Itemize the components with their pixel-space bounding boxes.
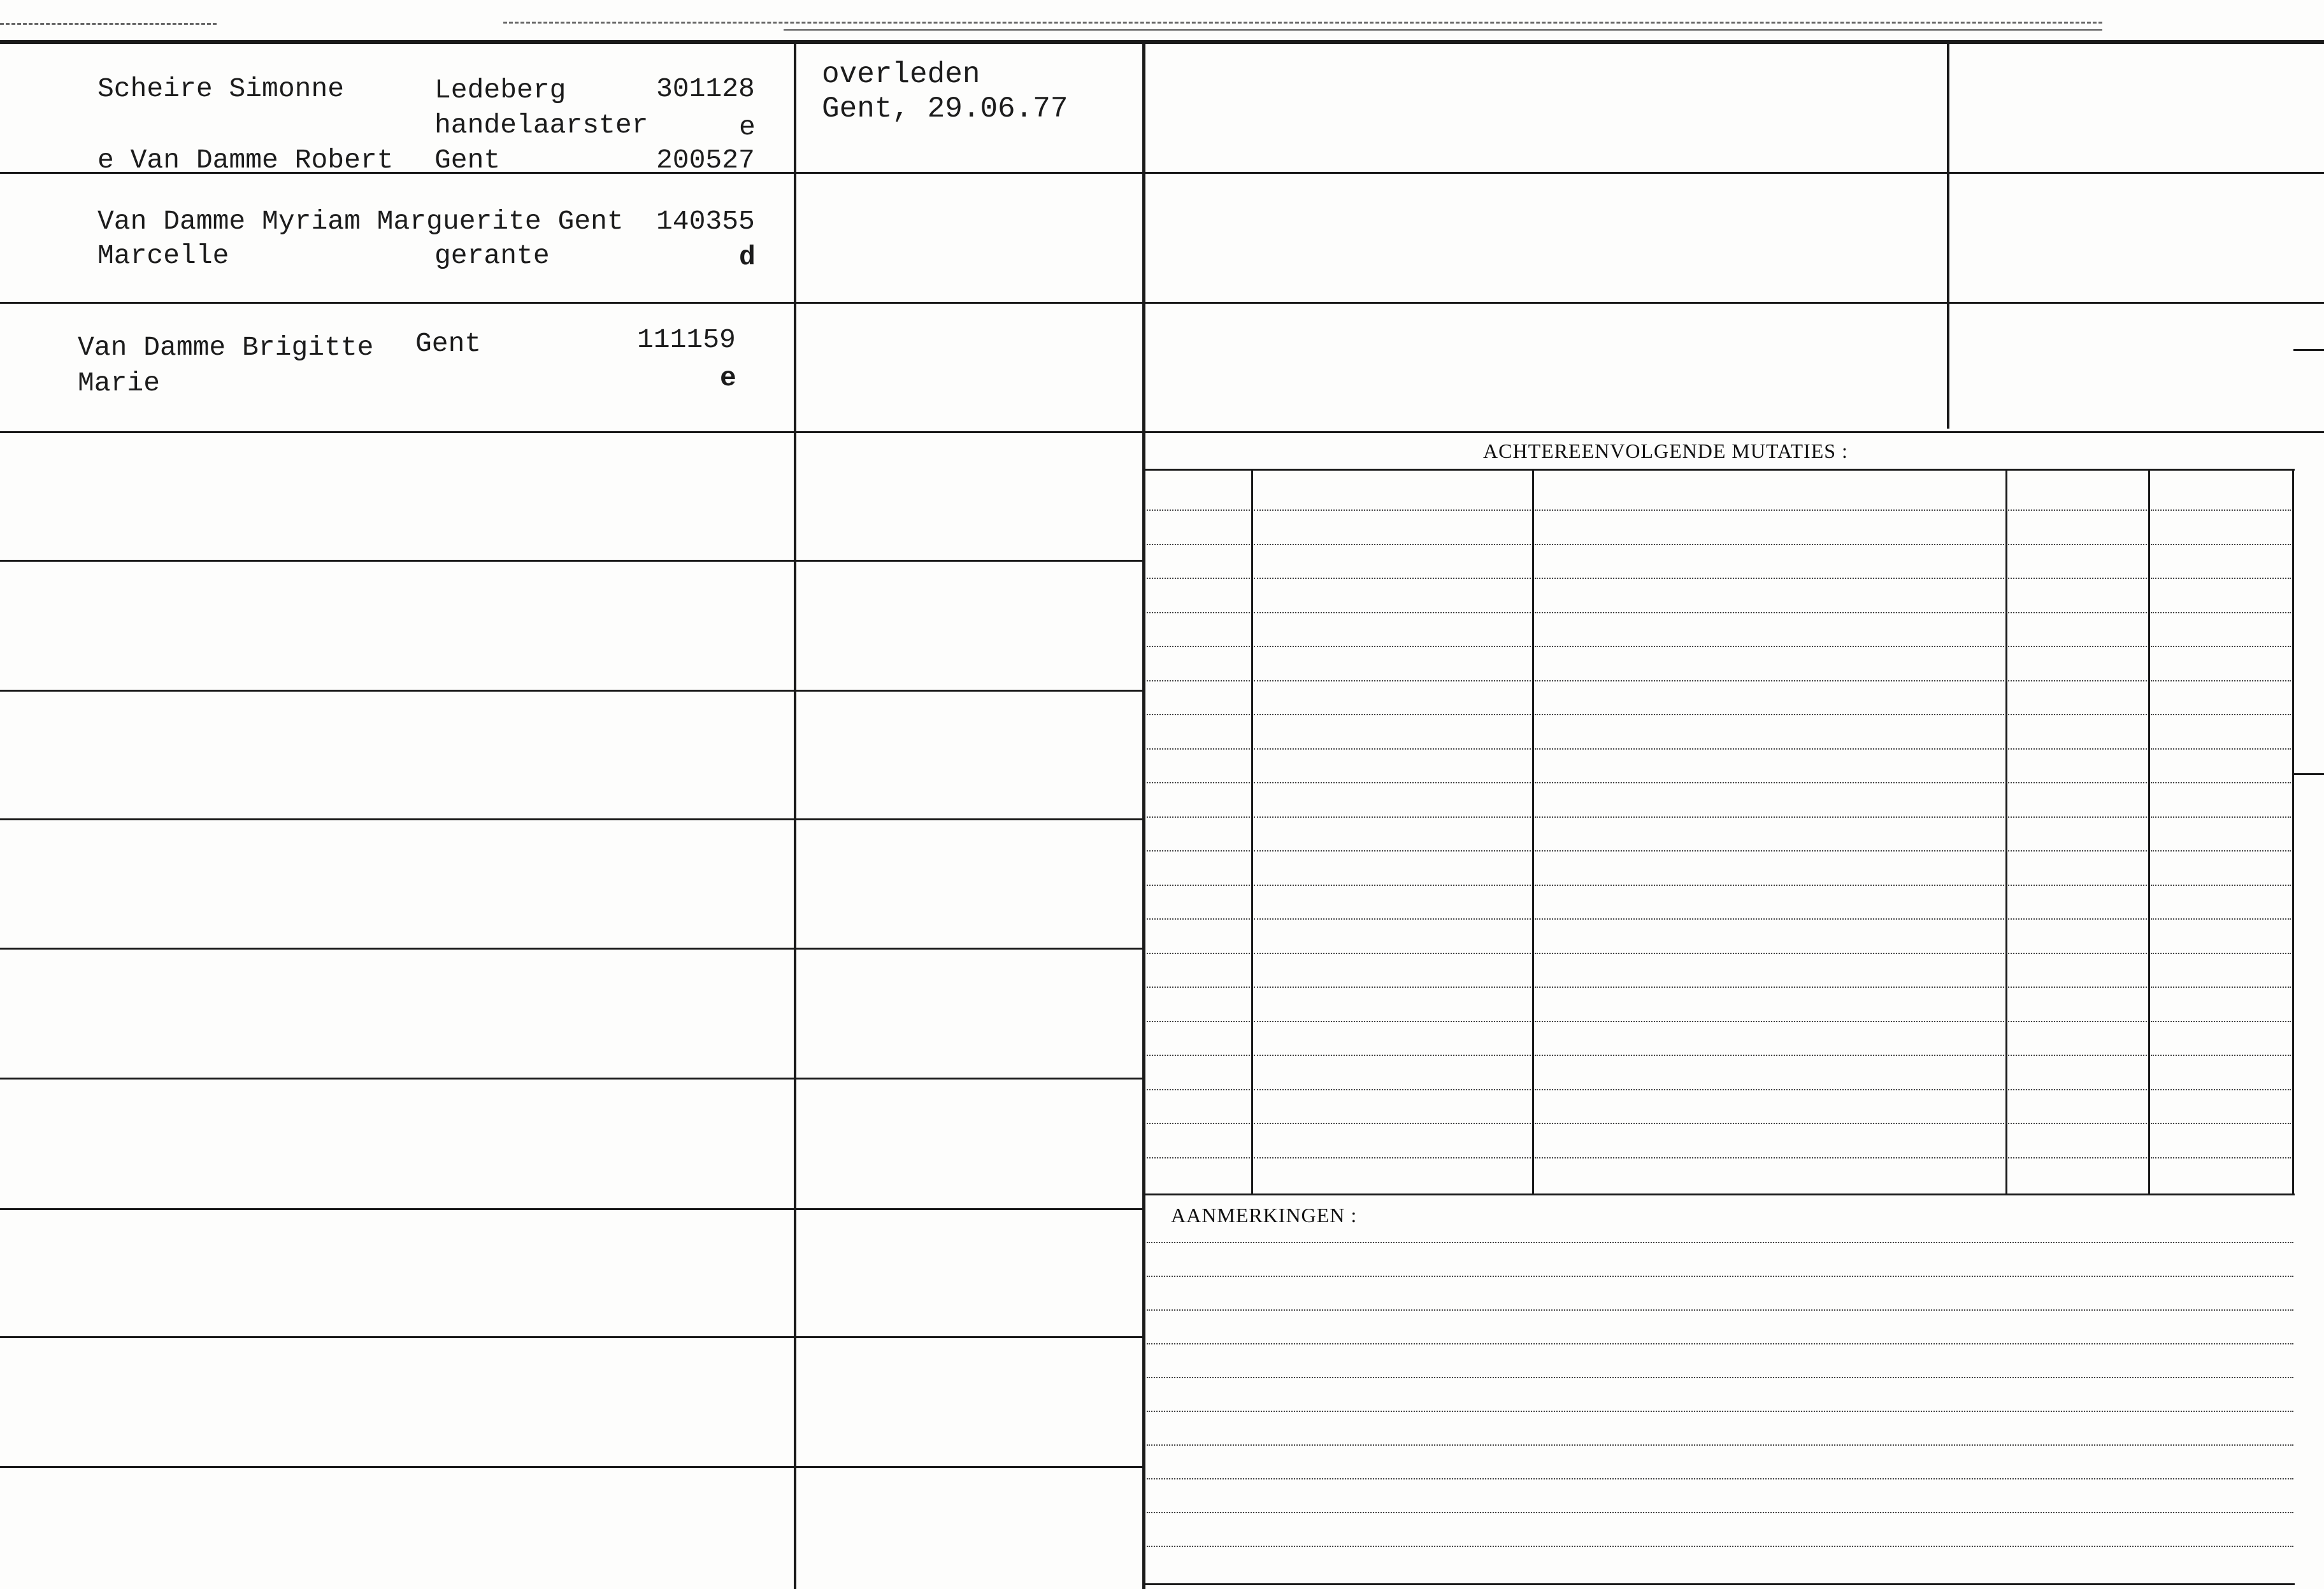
column-divider xyxy=(1142,40,1145,1589)
edge-tick xyxy=(2293,349,2324,351)
mutations-ruled-line xyxy=(2151,782,2291,783)
remarks-bottom-rule xyxy=(1144,1583,2295,1585)
row-rule xyxy=(0,948,1144,950)
mutations-ruled-line xyxy=(1254,509,1531,511)
mutations-ruled-line xyxy=(1535,987,2004,988)
mutations-ruled-line xyxy=(2151,1055,2291,1056)
mutations-ruled-line xyxy=(1147,578,1250,579)
mutations-ruled-line xyxy=(1535,509,2004,511)
remarks-ruled-line xyxy=(1147,1444,2293,1446)
mutations-ruled-line xyxy=(1147,918,1250,920)
mutations-ruled-line xyxy=(2151,816,2291,818)
mutations-ruled-line xyxy=(2008,1021,2147,1022)
mutations-ruled-line xyxy=(1147,1055,1250,1056)
row-rule xyxy=(1144,302,2324,304)
mutations-ruled-line xyxy=(1254,1055,1531,1056)
mutations-ruled-line xyxy=(1254,748,1531,750)
remarks-ruled-line xyxy=(1147,1309,2293,1311)
entry-code-suffix: e xyxy=(720,362,736,394)
mutations-ruled-line xyxy=(2151,612,2291,613)
row-rule xyxy=(0,560,1144,562)
entry-remark: Gent, 29.06.77 xyxy=(822,92,1068,125)
mutations-ruled-line xyxy=(2151,1021,2291,1022)
entry-occupation: handelaarster xyxy=(434,110,649,141)
mutations-ruled-line xyxy=(1254,1157,1531,1158)
mutations-ruled-line xyxy=(1535,748,2004,750)
entry-name: Van Damme Brigitte xyxy=(78,332,374,363)
mutations-column-rule xyxy=(1251,470,1253,1195)
mutations-ruled-line xyxy=(1535,1089,2004,1090)
mutations-ruled-line xyxy=(1254,714,1531,715)
remarks-ruled-line xyxy=(1147,1512,2293,1513)
entry-birth-code: 111159 xyxy=(637,324,736,355)
entry-remark: overleden xyxy=(822,58,980,91)
mutations-ruled-line xyxy=(1254,1021,1531,1022)
mutations-ruled-line xyxy=(1535,918,2004,920)
mutations-ruled-line xyxy=(2151,578,2291,579)
mutations-ruled-line xyxy=(2008,816,2147,818)
row-rule xyxy=(0,1466,1144,1468)
entry-spouse: e Van Damme Robert xyxy=(97,145,394,176)
mutations-ruled-line xyxy=(1147,646,1250,647)
mutations-ruled-line xyxy=(2151,646,2291,647)
mutations-ruled-line xyxy=(1254,612,1531,613)
row-rule xyxy=(1144,431,2324,433)
mutations-ruled-line xyxy=(2151,748,2291,750)
top-edge-marks xyxy=(0,23,217,25)
mutations-ruled-line xyxy=(2008,1123,2147,1124)
mutations-ruled-line xyxy=(1147,1021,1250,1022)
mutations-ruled-line xyxy=(1535,885,2004,886)
entry-place: Ledeberg xyxy=(434,75,566,106)
mutations-ruled-line xyxy=(2151,509,2291,511)
mutations-ruled-line xyxy=(1254,578,1531,579)
mutations-ruled-line xyxy=(1147,1089,1250,1090)
mutations-heading: ACHTEREENVOLGENDE MUTATIES : xyxy=(1483,439,1848,462)
mutations-ruled-line xyxy=(2151,885,2291,886)
mutations-ruled-line xyxy=(2008,987,2147,988)
mutations-top-rule xyxy=(1144,469,2295,471)
mutations-ruled-line xyxy=(2008,544,2147,545)
mutations-ruled-line xyxy=(1147,850,1250,852)
row-rule xyxy=(0,1208,1144,1210)
mutations-ruled-line xyxy=(2008,578,2147,579)
mutations-ruled-line xyxy=(2008,1089,2147,1090)
mutations-ruled-line xyxy=(1147,612,1250,613)
mutations-ruled-line xyxy=(2151,987,2291,988)
entry-name: Marie xyxy=(78,367,161,399)
top-thin-rule xyxy=(784,29,2102,31)
mutations-bottom-rule xyxy=(1144,1194,2295,1195)
entry-name: Scheire Simonne xyxy=(97,73,345,104)
mutations-ruled-line xyxy=(1254,544,1531,545)
mutations-ruled-line xyxy=(1535,646,2004,647)
mutations-ruled-line xyxy=(1535,680,2004,681)
mutations-ruled-line xyxy=(1254,953,1531,954)
row-rule xyxy=(1144,172,2324,174)
mutations-ruled-line xyxy=(2008,509,2147,511)
row-rule xyxy=(0,1078,1144,1080)
column-divider xyxy=(1947,40,1949,429)
mutations-ruled-line xyxy=(2008,1157,2147,1158)
mutations-ruled-line xyxy=(1535,1021,2004,1022)
top-rule xyxy=(0,40,2324,44)
mutations-ruled-line xyxy=(1254,1089,1531,1090)
mutations-ruled-line xyxy=(1254,646,1531,647)
mutations-ruled-line xyxy=(1147,748,1250,750)
entry-birth-code: 301128 xyxy=(656,73,755,104)
mutations-ruled-line xyxy=(1254,987,1531,988)
row-rule xyxy=(0,818,1144,820)
mutations-ruled-line xyxy=(1254,816,1531,818)
mutations-column-rule xyxy=(2148,470,2150,1195)
mutations-ruled-line xyxy=(1535,850,2004,852)
mutations-ruled-line xyxy=(1147,680,1250,681)
entry-name: Marcelle xyxy=(97,240,229,271)
remarks-ruled-line xyxy=(1147,1276,2293,1277)
mutations-ruled-line xyxy=(1254,885,1531,886)
remarks-ruled-line xyxy=(1147,1377,2293,1378)
mutations-ruled-line xyxy=(1147,714,1250,715)
mutations-ruled-line xyxy=(1147,987,1250,988)
mutations-ruled-line xyxy=(1147,509,1250,511)
row-rule xyxy=(0,690,1144,692)
top-edge-marks xyxy=(503,22,2102,24)
mutations-ruled-line xyxy=(1254,782,1531,783)
edge-tick xyxy=(2293,773,2324,775)
mutations-ruled-line xyxy=(1254,850,1531,852)
mutations-column-rule xyxy=(2005,470,2007,1195)
mutations-ruled-line xyxy=(2008,782,2147,783)
mutations-ruled-line xyxy=(1535,578,2004,579)
mutations-ruled-line xyxy=(2151,680,2291,681)
mutations-ruled-line xyxy=(2008,885,2147,886)
mutations-ruled-line xyxy=(1147,816,1250,818)
mutations-ruled-line xyxy=(1535,782,2004,783)
mutations-ruled-line xyxy=(1535,1123,2004,1124)
mutations-ruled-line xyxy=(1535,1055,2004,1056)
entry-code-suffix: d xyxy=(739,241,756,273)
remarks-ruled-line xyxy=(1147,1343,2293,1344)
remarks-ruled-line xyxy=(1147,1546,2293,1547)
mutations-ruled-line xyxy=(1254,1123,1531,1124)
entry-birth-code: 200527 xyxy=(656,145,755,176)
mutations-ruled-line xyxy=(2151,544,2291,545)
remarks-heading: AANMERKINGEN : xyxy=(1171,1204,1358,1227)
mutations-ruled-line xyxy=(1535,714,2004,715)
mutations-ruled-line xyxy=(2151,1089,2291,1090)
mutations-ruled-line xyxy=(1254,680,1531,681)
entry-place: Gent xyxy=(415,328,482,359)
mutations-ruled-line xyxy=(2151,953,2291,954)
mutations-ruled-line xyxy=(2008,748,2147,750)
mutations-ruled-line xyxy=(2008,1055,2147,1056)
remarks-ruled-line xyxy=(1147,1478,2293,1479)
mutations-ruled-line xyxy=(1254,918,1531,920)
mutations-ruled-line xyxy=(2008,850,2147,852)
mutations-ruled-line xyxy=(2151,850,2291,852)
entry-occupation: gerante xyxy=(434,240,550,271)
entry-code-suffix: e xyxy=(739,111,756,143)
mutations-ruled-line xyxy=(2151,1123,2291,1124)
mutations-ruled-line xyxy=(1147,953,1250,954)
entry-name: Van Damme Myriam Marguerite Gent xyxy=(97,206,624,237)
mutations-ruled-line xyxy=(1535,816,2004,818)
entry-place: Gent xyxy=(434,145,501,176)
mutations-ruled-line xyxy=(1535,544,2004,545)
mutations-ruled-line xyxy=(2151,714,2291,715)
mutations-ruled-line xyxy=(2151,918,2291,920)
entry-birth-code: 140355 xyxy=(656,206,755,237)
mutations-column-rule xyxy=(2292,470,2294,1195)
remarks-ruled-line xyxy=(1147,1242,2293,1243)
remarks-ruled-line xyxy=(1147,1411,2293,1412)
row-rule xyxy=(0,302,1144,304)
row-rule xyxy=(0,1336,1144,1338)
mutations-ruled-line xyxy=(1535,953,2004,954)
mutations-ruled-line xyxy=(1147,1123,1250,1124)
row-rule xyxy=(0,431,1144,433)
mutations-ruled-line xyxy=(1147,782,1250,783)
mutations-ruled-line xyxy=(2151,1157,2291,1158)
mutations-ruled-line xyxy=(2008,612,2147,613)
mutations-ruled-line xyxy=(2008,680,2147,681)
mutations-ruled-line xyxy=(2008,714,2147,715)
mutations-ruled-line xyxy=(1147,544,1250,545)
mutations-ruled-line xyxy=(1535,612,2004,613)
mutations-column-rule xyxy=(1532,470,1534,1195)
mutations-ruled-line xyxy=(2008,918,2147,920)
mutations-ruled-line xyxy=(2008,953,2147,954)
mutations-ruled-line xyxy=(1147,1157,1250,1158)
mutations-ruled-line xyxy=(2008,646,2147,647)
mutations-ruled-line xyxy=(1535,1157,2004,1158)
mutations-ruled-line xyxy=(1147,885,1250,886)
column-divider xyxy=(794,40,796,1589)
